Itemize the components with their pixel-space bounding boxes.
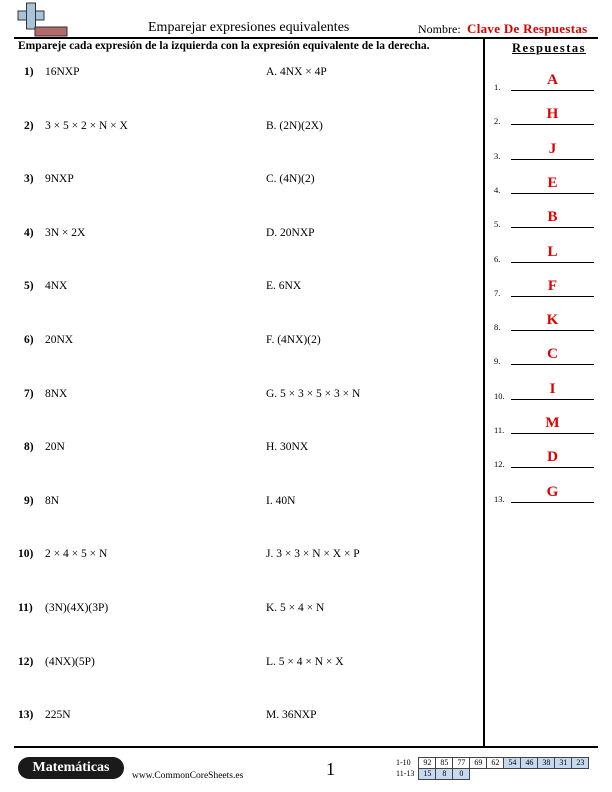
answer-value: H <box>546 106 559 123</box>
answer-number: 12. <box>494 459 505 470</box>
answer-number: 3. <box>494 150 501 161</box>
answer-line <box>511 433 594 434</box>
question-expression: (4NX)(5P) <box>45 655 95 668</box>
choice-item: A. 4NX × 4P <box>266 66 327 78</box>
answer-value: M <box>545 415 560 431</box>
brand-badge: Matemáticas <box>18 757 124 779</box>
score-cell: 23 <box>572 758 589 769</box>
score-cell-empty <box>538 769 555 780</box>
score-row-label: 1-10 <box>396 758 411 767</box>
answer-slot <box>494 449 594 469</box>
plus-minus-logo-icon <box>14 2 70 38</box>
score-cell: 46 <box>521 758 538 769</box>
question-number: 12) <box>18 655 34 668</box>
score-cell: 92 <box>419 758 436 769</box>
question-expression: 16NXP <box>45 66 80 78</box>
answer-line <box>511 227 594 228</box>
choice-item: C. (4N)(2) <box>266 173 315 186</box>
answer-line <box>511 296 594 297</box>
question-number: 5) <box>24 280 34 293</box>
answer-line <box>511 399 594 400</box>
question-expression: 9NXP <box>45 173 74 186</box>
score-cell: 8 <box>436 769 453 780</box>
answer-line <box>511 364 594 365</box>
choice-item: B. (2N)(2X) <box>266 119 323 132</box>
answer-number: 2. <box>494 116 501 127</box>
answer-value: D <box>547 449 558 466</box>
answer-slot <box>494 141 594 161</box>
question-expression: 3N × 2X <box>45 226 86 239</box>
choice-item: I. 40N <box>266 494 296 507</box>
answer-line <box>511 330 594 331</box>
answer-number: 4. <box>494 184 501 195</box>
score-cell: 69 <box>470 758 487 769</box>
name-value: Clave De Respuestas <box>467 21 588 36</box>
answer-slot <box>494 381 594 401</box>
score-cell: 77 <box>453 758 470 769</box>
question-number: 7) <box>24 387 34 400</box>
answer-number: 10. <box>494 390 505 401</box>
page-number: 1 <box>326 759 335 779</box>
question-expression: 4NX <box>45 280 68 293</box>
answer-slot <box>494 278 594 298</box>
choice-item: H. 30NX <box>266 441 309 454</box>
score-cell: 15 <box>419 769 436 780</box>
score-cell-empty <box>521 769 538 780</box>
answer-number: 8. <box>494 322 501 333</box>
answer-slot <box>494 312 594 332</box>
question-expression: 20NX <box>45 334 74 346</box>
answer-line <box>511 159 594 160</box>
choice-item: L. 5 × 4 × N × X <box>266 655 344 668</box>
score-cell-empty <box>504 769 521 780</box>
question-number: 6) <box>24 334 34 346</box>
score-cell-empty <box>572 769 589 780</box>
question-number: 3) <box>24 173 34 186</box>
answer-slot <box>494 415 594 435</box>
score-cell: 62 <box>487 758 504 769</box>
answer-value: F <box>547 277 558 294</box>
answer-value: L <box>547 243 558 260</box>
answer-line <box>511 193 594 194</box>
question-expression: 20N <box>45 441 65 454</box>
instructions: Empareje cada expresión de la izquierda con la expresión equivalente de la derecha. <box>18 40 430 52</box>
question-expression: 8N <box>45 494 60 507</box>
answer-line <box>511 467 594 468</box>
answer-value: B <box>547 209 558 226</box>
answer-value: C <box>547 346 558 363</box>
answer-value: J <box>548 140 557 157</box>
worksheet-title: Emparejar expresiones equivalentes <box>148 20 350 35</box>
footer-divider <box>14 746 598 748</box>
score-cell: 54 <box>504 758 521 769</box>
question-number: 4) <box>24 226 34 239</box>
choice-item: E. 6NX <box>266 280 302 293</box>
answer-value: G <box>546 483 559 500</box>
question-number: 1) <box>24 66 34 78</box>
question-expression: 225N <box>45 709 71 722</box>
name-label: Nombre: <box>418 22 461 36</box>
question-expression: 8NX <box>45 387 68 400</box>
question-expression: (3N)(4X)(3P) <box>45 602 109 614</box>
answer-number: 13. <box>494 493 505 504</box>
answer-slot <box>494 175 594 195</box>
choice-item: M. 36NXP <box>266 709 317 722</box>
answer-value: I <box>549 380 556 397</box>
site-url: www.CommonCoreSheets.es <box>132 771 244 781</box>
score-cell: 31 <box>555 758 572 769</box>
answer-value: K <box>546 312 559 329</box>
score-row-label: 11-13 <box>396 769 415 778</box>
answer-number: 6. <box>494 253 501 264</box>
question-number: 13) <box>18 709 34 722</box>
answer-number: 1. <box>494 82 501 92</box>
choice-item: K. 5 × 4 × N <box>266 602 325 614</box>
score-cell-empty <box>555 769 572 780</box>
question-expression: 3 × 5 × 2 × N × X <box>45 119 128 132</box>
score-cell: 0 <box>453 769 470 780</box>
answer-value: E <box>547 174 558 191</box>
question-number: 2) <box>24 119 34 132</box>
question-number: 9) <box>24 494 34 507</box>
answer-line <box>511 262 594 263</box>
answer-number: 5. <box>494 219 501 230</box>
answer-slot <box>494 244 594 264</box>
score-cell: 85 <box>436 758 453 769</box>
score-cell-empty <box>487 769 504 780</box>
answer-number: 11. <box>494 425 505 435</box>
answer-number: 7. <box>494 287 501 298</box>
answer-line <box>511 90 594 91</box>
answer-slot <box>494 346 594 366</box>
question-number: 11) <box>18 602 33 614</box>
answer-line <box>511 124 594 125</box>
score-table <box>396 757 589 780</box>
answer-slot <box>494 106 594 126</box>
answer-slot <box>494 72 594 92</box>
answer-number: 9. <box>494 356 501 367</box>
choice-item: J. 3 × 3 × N × X × P <box>266 548 360 561</box>
score-cell: 38 <box>538 758 555 769</box>
choice-item: F. (4NX)(2) <box>266 334 321 346</box>
question-number: 8) <box>24 441 34 454</box>
score-cell-empty <box>470 769 487 780</box>
answer-slot <box>494 484 594 504</box>
question-expression: 2 × 4 × 5 × N <box>45 548 108 561</box>
answer-line <box>511 502 594 503</box>
column-divider <box>483 37 485 747</box>
answer-slot <box>494 209 594 229</box>
question-number: 10) <box>18 548 34 561</box>
choice-item: D. 20NXP <box>266 226 315 239</box>
header-divider <box>14 37 598 39</box>
choice-item: G. 5 × 3 × 5 × 3 × N <box>266 387 361 400</box>
answer-value: A <box>547 72 558 88</box>
answers-heading: Respuestas <box>512 41 587 55</box>
